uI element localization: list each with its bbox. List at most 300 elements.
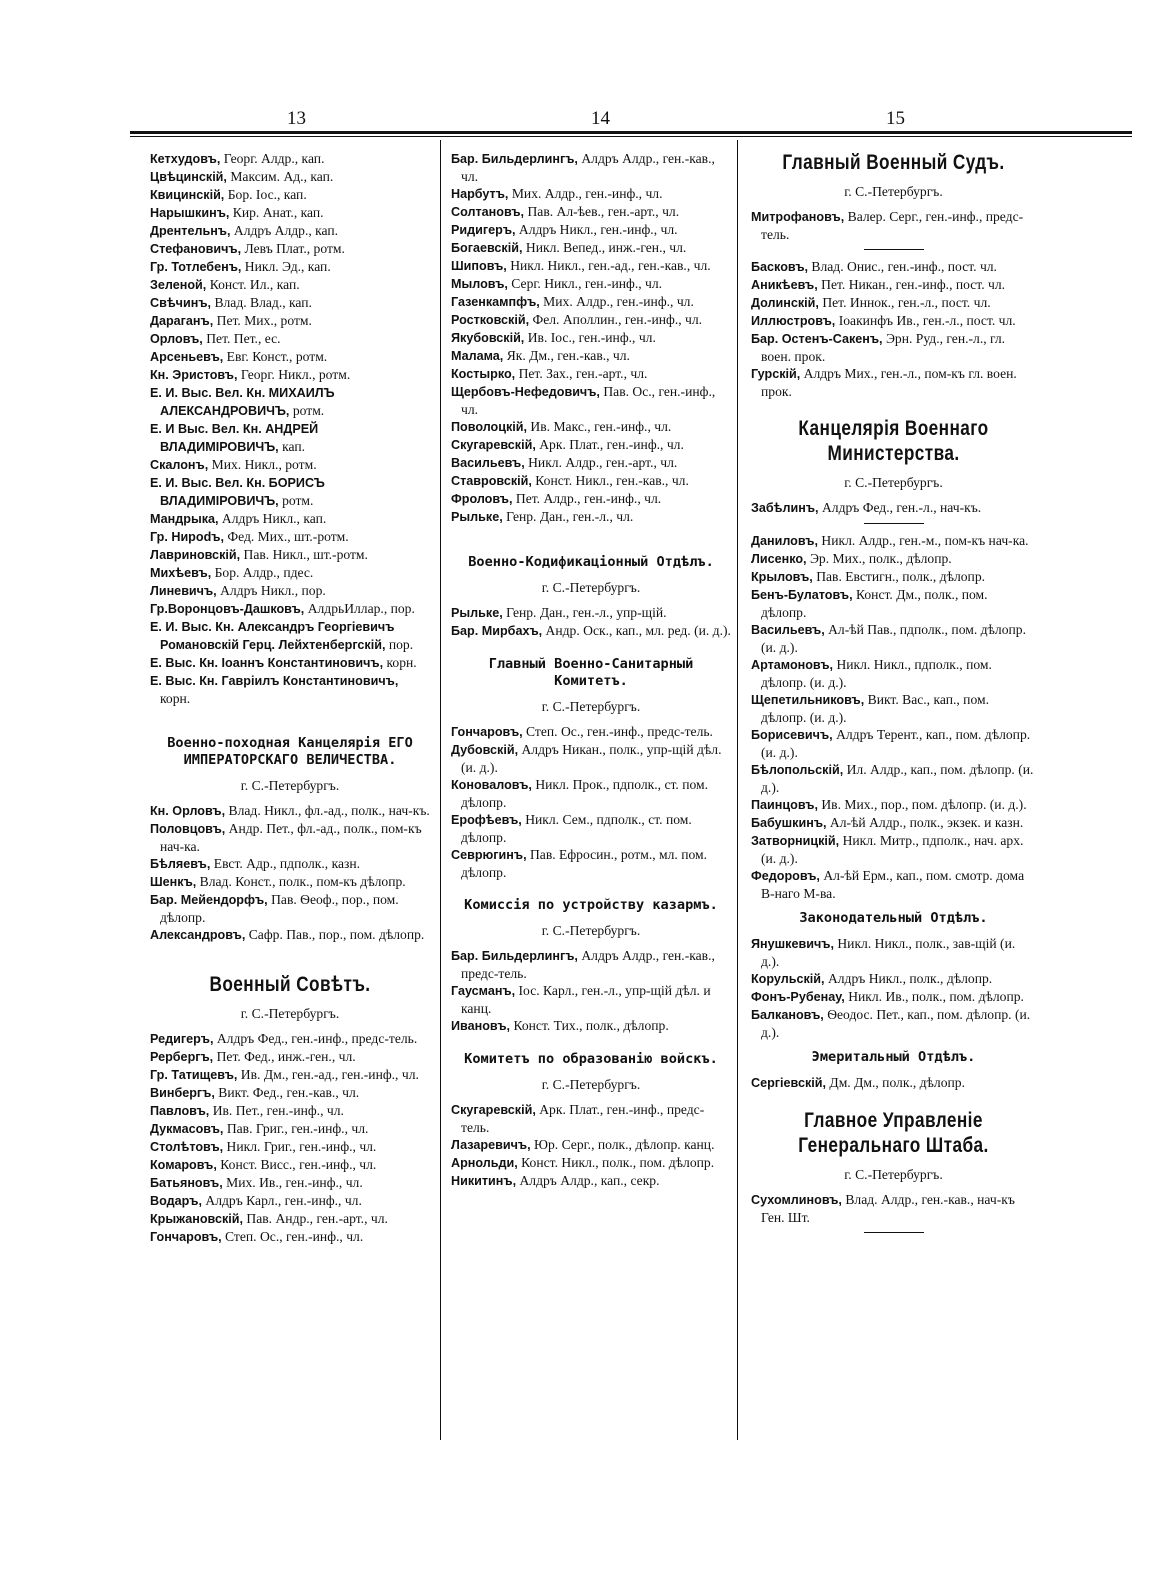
- entry-details: Ал-ѣй Ерм., кап., пом. смотр. дома В-наго М-ва.: [761, 868, 1025, 901]
- entry-details: Ал-ѣй Алдр., полк., экзек. и казн.: [829, 815, 1024, 830]
- list-item: [751, 258, 1036, 276]
- entry-name: Никитинъ,: [451, 1174, 517, 1188]
- entry-details: Алдръ Алдр., кап.: [233, 223, 339, 238]
- entry-name: Скугаревскій,: [451, 1103, 536, 1117]
- entry-details: Алдръ Никан., полк., упр-щій дѣл. (и. д.).: [461, 742, 722, 775]
- entry-details: Пав. Григ., ген.-инф., чл.: [226, 1121, 369, 1136]
- entry-details: Арк. Плат., ген.-инф., предс-тель.: [461, 1102, 705, 1135]
- entry-name: Васильевъ,: [751, 623, 825, 637]
- entry-details: Влад. Никл., фл.-ад., полк., нач-къ.: [228, 803, 430, 818]
- entry-name: Гончаровъ,: [451, 725, 523, 739]
- list-item: [751, 568, 1036, 586]
- entry-name: Половцовъ,: [150, 822, 226, 836]
- entry-name: Е. И. Выс. Вел. Кн. БОРИСЪ ВЛАДИМІРОВИЧЪ,: [150, 476, 325, 508]
- entry-details: Іоакинфъ Ив., ген.-л., пост. чл.: [838, 313, 1016, 328]
- entry-name: Е. И. Выс. Вел. Кн. МИХАИЛЪ АЛЕКСАНДРОВИЧЪ,: [150, 386, 335, 418]
- list-item: [150, 672, 430, 707]
- entry-list: [751, 499, 1036, 517]
- list-item: [451, 383, 731, 418]
- entry-name: Бар. Бильдерлингъ,: [451, 152, 578, 166]
- list-item: [451, 418, 731, 436]
- entry-details: Ал-ѣй Пав., пдполк., пом. дѣлопр. (и. д.).: [761, 622, 1026, 655]
- separator-line: [864, 1232, 924, 1233]
- entry-name: Скалонъ,: [150, 458, 209, 472]
- list-item: [150, 1174, 430, 1192]
- entry-name: Зеленой,: [150, 278, 207, 292]
- list-item: [150, 546, 430, 564]
- entry-details: Кир. Анат., кап.: [232, 205, 324, 220]
- entry-details: Пет. Алдр., ген.-инф., чл.: [515, 491, 662, 506]
- list-item: [751, 1074, 1036, 1092]
- list-item: [451, 311, 731, 329]
- entry-details: Евст. Адр., пдполк., казн.: [213, 856, 361, 871]
- entry-name: Комаровъ,: [150, 1158, 217, 1172]
- entry-details: Ѳеодос. Пет., кап., пом. дѣлопр. (и. д.).: [761, 1007, 1031, 1040]
- entry-details: Пет. Фед., инж.-ген., чл.: [216, 1049, 356, 1064]
- entry-list: [451, 723, 731, 881]
- column-divider-2: [737, 140, 738, 1440]
- list-item: [751, 208, 1036, 243]
- list-item: [451, 776, 731, 811]
- list-item: [751, 550, 1036, 568]
- list-item: [751, 499, 1036, 517]
- separator-line: [864, 523, 924, 524]
- city-line: г. С.-Петербургъ.: [240, 778, 340, 793]
- entry-name: Дукмасовъ,: [150, 1122, 224, 1136]
- entry-details: Никл. Эд., кап.: [244, 259, 331, 274]
- entry-details: Конст. Висс., ген.-инф., чл.: [220, 1157, 377, 1172]
- column-2: [451, 150, 731, 1190]
- list-item: [150, 1084, 430, 1102]
- entry-details: Левъ Плат., ротм.: [244, 241, 345, 256]
- entry-details: Конст. Никл., ген.-кав., чл.: [535, 473, 689, 488]
- entry-details: Алдръ Никл., ген.-инф., чл.: [518, 222, 678, 237]
- list-item: [150, 820, 430, 855]
- entry-details: Конст. Тих., полк., дѣлопр.: [513, 1018, 669, 1033]
- entry-name: Гаусманъ,: [451, 984, 516, 998]
- entry-details: Валер. Серг., ген.-инф., предс-тель.: [761, 209, 1024, 242]
- entry-details: Ив. Пет., ген.-инф., чл.: [212, 1103, 344, 1118]
- entry-name: Кн. Орловъ,: [150, 804, 226, 818]
- list-item: [150, 1066, 430, 1084]
- entry-name: Шенкъ,: [150, 875, 197, 889]
- list-item: [451, 1172, 731, 1190]
- entry-details: Пав. Ал-ѣев., ген.-арт., чл.: [527, 204, 680, 219]
- entry-details: корн.: [160, 691, 191, 706]
- top-rule: [130, 131, 1132, 134]
- entry-name: Гурскій,: [751, 367, 801, 381]
- list-item: [150, 510, 430, 528]
- entry-name: Костырко,: [451, 367, 516, 381]
- entry-list: [451, 604, 731, 640]
- list-item: [451, 293, 731, 311]
- entry-name: Забѣлинъ,: [751, 501, 819, 515]
- section-title: Военный Совѣтъ.: [209, 973, 371, 996]
- section-title: Военно-Кодификаціонный Отдѣлъ.: [468, 554, 714, 570]
- entry-name: Артамоновъ,: [751, 658, 834, 672]
- entry-name: Лазаревичъ,: [451, 1138, 531, 1152]
- section-title: Военно-походная Канцелярія ЕГО ИМПЕРАТОРСКАГО ВЕЛИЧЕСТВА.: [167, 735, 413, 768]
- entry-details: Пав. Андр., ген.-арт., чл.: [246, 1211, 388, 1226]
- list-item: [150, 600, 430, 618]
- entry-name: Васильевъ,: [451, 456, 525, 470]
- entry-list: [751, 1074, 1036, 1092]
- page-number-15: 15: [886, 108, 905, 129]
- entry-details: Влад. Влад., кап.: [214, 295, 312, 310]
- list-item: [150, 222, 430, 240]
- entry-details: кап.: [282, 439, 306, 454]
- entry-details: Эр. Мих., полк., дѣлопр.: [809, 551, 952, 566]
- list-item: [150, 276, 430, 294]
- list-item: [451, 221, 731, 239]
- entry-name: Е. Выс. Кн. Гавріилъ Константиновичъ,: [150, 674, 399, 688]
- list-item: [751, 935, 1036, 970]
- list-item: [150, 564, 430, 582]
- list-item: [150, 1210, 430, 1228]
- entry-details: Степ. Ос., ген.-инф., чл.: [225, 1229, 364, 1244]
- list-item: [751, 586, 1036, 621]
- city-line: г. С.-Петербургъ.: [541, 923, 641, 938]
- page-number-14: 14: [591, 108, 610, 129]
- entry-name: Цвѣцинскій,: [150, 170, 227, 184]
- list-item: [451, 490, 731, 508]
- subsection-title: Законодательный Отдѣлъ.: [799, 910, 988, 926]
- entry-details: Як. Дм., ген.-кав., чл.: [506, 348, 630, 363]
- entry-details: Георг. Никл., ротм.: [240, 367, 351, 382]
- list-item: [751, 294, 1036, 312]
- entry-details: корн.: [386, 655, 417, 670]
- entry-name: Дараганъ,: [150, 314, 214, 328]
- entry-name: Водаръ,: [150, 1194, 202, 1208]
- list-item: [751, 761, 1036, 796]
- list-item: [451, 329, 731, 347]
- list-item: [150, 1138, 430, 1156]
- list-item: [751, 532, 1036, 550]
- list-item: [150, 1048, 430, 1066]
- entry-details: Алдръ Фед., ген.-л., нач-къ.: [821, 500, 982, 515]
- page-number-13: 13: [287, 108, 306, 129]
- separator-line: [864, 249, 924, 250]
- entry-name: Дубовскій,: [451, 743, 519, 757]
- list-item: [150, 348, 430, 366]
- entry-details: Никл. Ив., полк., пом. дѣлопр.: [848, 989, 1024, 1004]
- entry-details: Пет. Пет., ес.: [206, 331, 281, 346]
- entry-details: Пет. Мих., ротм.: [216, 313, 312, 328]
- list-item: [451, 1017, 731, 1035]
- entry-name: Балкановъ,: [751, 1008, 824, 1022]
- list-item: [150, 474, 430, 510]
- list-item: [751, 814, 1036, 832]
- entry-details: пор.: [388, 637, 414, 652]
- entry-name: Лисенко,: [751, 552, 807, 566]
- entry-details: Мих. Ив., ген.-инф., чл.: [226, 1175, 363, 1190]
- list-item: [150, 294, 430, 312]
- entry-details: Никл. Митр., пдполк., нач. арх. (и. д.).: [761, 833, 1024, 866]
- entry-name: Кн. Эристовъ,: [150, 368, 238, 382]
- entry-details: Іос. Карл., ген.-л., упр-щій дѣл. и канц.: [461, 983, 711, 1016]
- entry-name: Бабушкинъ,: [751, 816, 827, 830]
- list-item: [751, 691, 1036, 726]
- entry-name: Басковъ,: [751, 260, 808, 274]
- entry-list: [150, 1030, 430, 1246]
- entry-details: Андр. Оск., кап., мл. ред. (и. д.).: [545, 623, 731, 638]
- list-item: [451, 436, 731, 454]
- entry-details: Алдръ Алдр., кап., секр.: [519, 1173, 660, 1188]
- list-item: [150, 330, 430, 348]
- list-item: [451, 203, 731, 221]
- list-item: [451, 239, 731, 257]
- list-item: [451, 257, 731, 275]
- entry-details: Дм. Дм., полк., дѣлопр.: [829, 1075, 965, 1090]
- entry-name: Сергіевскій,: [751, 1076, 827, 1090]
- entry-details: Евг. Конст., ротм.: [226, 349, 328, 364]
- list-item: [451, 604, 731, 622]
- entry-details: Алдръ Мих., ген.-л., пом-къ гл. воен. прок.: [761, 366, 1017, 399]
- list-item: [451, 185, 731, 203]
- section-title: Главное Управленіе Генеральнаго Штаба.: [798, 1109, 989, 1157]
- list-item: [451, 365, 731, 383]
- entry-details: Никл. Прок., пдполк., ст. пом. дѣлопр.: [461, 777, 709, 810]
- entry-name: Долинскій,: [751, 296, 819, 310]
- list-item: [150, 186, 430, 204]
- entry-details: Серг. Никл., ген.-инф., чл.: [511, 276, 663, 291]
- list-item: [150, 1120, 430, 1138]
- entry-details: ротм.: [282, 493, 314, 508]
- entry-name: Мандрыка,: [150, 512, 219, 526]
- entry-name: Кетхудовъ,: [150, 152, 221, 166]
- city-line: г. С.-Петербургъ.: [541, 580, 641, 595]
- list-item: [150, 1228, 430, 1246]
- entry-name: Рербергъ,: [150, 1050, 214, 1064]
- section-title: Главный Военный Судъ.: [782, 151, 1005, 174]
- entry-details: Никл. Вепед., инж.-ген., чл.: [525, 240, 687, 255]
- entry-details: Никл. Никл., полк., зав-щій (и. д.).: [761, 936, 1016, 969]
- list-item: [150, 873, 430, 891]
- city-line: г. С.-Петербургъ.: [844, 1167, 943, 1182]
- entry-name: Павловъ,: [150, 1104, 210, 1118]
- list-item: [150, 802, 430, 820]
- entry-list: [451, 1101, 731, 1190]
- entry-name: Гр. Татищевъ,: [150, 1068, 238, 1082]
- entry-name: Ерофѣевъ,: [451, 813, 522, 827]
- list-item: [150, 150, 430, 168]
- entry-name: Батьяновъ,: [150, 1176, 223, 1190]
- entry-name: Гр.Воронцовъ-Дашковъ,: [150, 602, 305, 616]
- entry-details: Влад. Алдр., ген.-кав., нач-къ Ген. Шт.: [761, 1192, 1015, 1225]
- entry-details: Сафр. Пав., пор., пом. дѣлопр.: [248, 927, 425, 942]
- entry-name: Богаевскій,: [451, 241, 523, 255]
- entry-name: Газенкампфъ,: [451, 295, 540, 309]
- entry-name: Паинцовъ,: [751, 798, 818, 812]
- list-item: [150, 654, 430, 672]
- list-item: [451, 982, 731, 1017]
- entry-name: Бар. Бильдерлингъ,: [451, 949, 578, 963]
- list-item: [150, 528, 430, 546]
- entry-name: Стефановичъ,: [150, 242, 242, 256]
- entry-details: Ив. Макс., ген.-инф., чл.: [530, 419, 672, 434]
- city-line: г. С.-Петербургъ.: [541, 1077, 641, 1092]
- entry-details: Мих. Алдр., ген.-инф., чл.: [511, 186, 663, 201]
- subsection-title: Эмеритальный Отдѣлъ.: [811, 1049, 976, 1065]
- entry-name: Бар. Мейендорфъ,: [150, 893, 268, 907]
- entry-details: Пав. Никл., шт.-ротм.: [243, 547, 368, 562]
- list-item: [751, 621, 1036, 656]
- entry-name: Сухомлиновъ,: [751, 1193, 842, 1207]
- entry-name: Нарышкинъ,: [150, 206, 230, 220]
- entry-list: [751, 532, 1036, 902]
- entry-name: Орловъ,: [150, 332, 203, 346]
- entry-details: Конст. Никл., полк., пом. дѣлопр.: [521, 1155, 715, 1170]
- entry-name: Щербовъ-Нефедовичъ,: [451, 385, 600, 399]
- list-item: [150, 891, 430, 926]
- list-item: [451, 1154, 731, 1172]
- list-item: [751, 867, 1036, 902]
- entry-details: Конст. Ил., кап.: [209, 277, 300, 292]
- list-item: [150, 1156, 430, 1174]
- list-item: [150, 312, 430, 330]
- list-item: [451, 846, 731, 881]
- entry-list: [751, 208, 1036, 243]
- entry-list: [150, 150, 430, 707]
- list-item: [751, 365, 1036, 400]
- entry-details: Фед. Мих., шт.-ротм.: [227, 529, 349, 544]
- entry-details: Андр. Пет., фл.-ад., полк., пом-къ нач-ка.: [160, 821, 422, 854]
- entry-details: Пав. Ос., ген.-инф., чл.: [461, 384, 716, 417]
- entry-list: [150, 802, 430, 944]
- entry-details: Никл. Григ., ген.-инф., чл.: [226, 1139, 377, 1154]
- entry-name: Нарбутъ,: [451, 187, 509, 201]
- list-item: [451, 454, 731, 472]
- list-item: [751, 276, 1036, 294]
- list-item: [751, 656, 1036, 691]
- list-item: [150, 258, 430, 276]
- entry-name: Ставровскій,: [451, 474, 532, 488]
- entry-details: Алдръ Никл., кап.: [221, 511, 327, 526]
- entry-details: Мих. Алдр., ген.-инф., чл.: [543, 294, 694, 309]
- entry-details: Никл. Сем., пдполк., ст. пом. дѣлопр.: [461, 812, 692, 845]
- entry-name: Фроловъ,: [451, 492, 513, 506]
- entry-details: Алдръ Никл., полк., дѣлопр.: [827, 971, 993, 986]
- entry-details: Юр. Серг., полк., дѣлопр. канц.: [534, 1137, 715, 1152]
- entry-details: Ив. Іос., ген.-инф., чл.: [527, 330, 656, 345]
- entry-name: Винбергъ,: [150, 1086, 215, 1100]
- list-item: [150, 456, 430, 474]
- entry-details: Викт. Фед., ген.-кав., чл.: [218, 1085, 360, 1100]
- list-item: [451, 150, 731, 185]
- entry-details: Пет. Иннок., ген.-л., пост. чл.: [822, 295, 991, 310]
- list-item: [150, 1102, 430, 1120]
- entry-details: Никл. Никл., пдполк., пом. дѣлопр. (и. д.).: [761, 657, 992, 690]
- column-3: [751, 150, 1036, 1241]
- city-line: г. С.-Петербургъ.: [541, 699, 641, 714]
- entry-name: Лавриновскій,: [150, 548, 241, 562]
- section-title: Канцелярія Военнаго Министерства.: [798, 417, 989, 465]
- entry-name: Квицинскій,: [150, 188, 225, 202]
- entry-name: Затворницкій,: [751, 834, 840, 848]
- list-item: [150, 926, 430, 944]
- list-item: [150, 240, 430, 258]
- list-item: [451, 947, 731, 982]
- entry-details: Никл. Алдр., ген.-м., пом-къ нач-ка.: [821, 533, 1029, 548]
- entry-name: Якубовскій,: [451, 331, 525, 345]
- entry-name: Бар. Мирбахъ,: [451, 624, 543, 638]
- entry-details: Георг. Алдр., кап.: [223, 151, 325, 166]
- list-item: [451, 472, 731, 490]
- entry-details: Генр. Дан., ген.-л., упр-щій.: [506, 605, 667, 620]
- entry-details: Пав. Ѳеоф., пор., пом. дѣлопр.: [160, 892, 399, 925]
- entry-name: Е. И. Выс. Кн. Александръ Георгіевичъ Романовскій Герц. Лейхтенбергскій,: [150, 620, 395, 652]
- list-item: [451, 811, 731, 846]
- entry-name: Гр. Тотлебенъ,: [150, 260, 242, 274]
- entry-details: Бор. Алдр., пдес.: [214, 565, 314, 580]
- entry-name: Ридигеръ,: [451, 223, 516, 237]
- section-title: Комиссія по устройству казармъ.: [464, 897, 718, 913]
- entry-details: Генр. Дан., ген.-л., чл.: [506, 509, 634, 524]
- list-item: [451, 723, 731, 741]
- entry-name: Солтановъ,: [451, 205, 525, 219]
- entry-name: Арнольди,: [451, 1156, 518, 1170]
- entry-list: [451, 150, 731, 526]
- entry-details: Пав. Евстигн., полк., дѣлопр.: [816, 569, 986, 584]
- list-item: [751, 970, 1036, 988]
- entry-details: Никл. Никл., ген.-ад., ген.-кав., чл.: [510, 258, 711, 273]
- city-line: г. С.-Петербургъ.: [240, 1006, 340, 1021]
- list-item: [751, 726, 1036, 761]
- column-divider-1: [440, 140, 441, 1440]
- entry-name: Бенъ-Булатовъ,: [751, 588, 853, 602]
- entry-name: Бѣлопольскій,: [751, 763, 844, 777]
- entry-details: Алдръ Никл., пор.: [220, 583, 326, 598]
- entry-name: Корульскій,: [751, 972, 825, 986]
- entry-name: Рыльке,: [451, 510, 503, 524]
- entry-details: АлдрьИллар., пор.: [307, 601, 415, 616]
- entry-name: Гр. Нироdъ,: [150, 530, 224, 544]
- entry-name: Рыльке,: [451, 606, 503, 620]
- entry-details: Арк. Плат., ген.-инф., чл.: [539, 437, 684, 452]
- entry-list: [751, 258, 1036, 400]
- entry-details: Ив. Мих., пор., пом. дѣлопр. (и. д.).: [821, 797, 1027, 812]
- entry-name: Е. И Выс. Вел. Кн. АНДРЕЙ ВЛАДИМІРОВИЧЪ,: [150, 422, 319, 454]
- entry-name: Шиповъ,: [451, 259, 507, 273]
- entry-name: Скугаревскій,: [451, 438, 536, 452]
- entry-name: Ростковскій,: [451, 313, 530, 327]
- top-rule-thin: [130, 136, 1132, 137]
- list-item: [751, 312, 1036, 330]
- entry-list: [451, 947, 731, 1035]
- entry-name: Бар. Остенъ-Сакенъ,: [751, 332, 883, 346]
- list-item: [751, 330, 1036, 365]
- entry-name: Дрентельнъ,: [150, 224, 231, 238]
- entry-name: Малама,: [451, 349, 504, 363]
- entry-name: Свѣчинъ,: [150, 296, 212, 310]
- list-item: [751, 796, 1036, 814]
- entry-details: Мих. Никл., ротм.: [211, 457, 317, 472]
- list-item: [451, 622, 731, 640]
- list-item: [451, 1101, 731, 1136]
- list-item: [150, 168, 430, 186]
- entry-details: Ил. Алдр., кап., пом. дѣлопр. (и. д.).: [761, 762, 1034, 795]
- entry-name: Крыловъ,: [751, 570, 813, 584]
- entry-details: Алдръ Карл., ген.-инф., чл.: [205, 1193, 362, 1208]
- entry-name: Фонъ-Рубенау,: [751, 990, 845, 1004]
- entry-details: Фел. Аполлин., ген.-инф., чл.: [532, 312, 703, 327]
- entry-details: Бор. Іос., кап.: [227, 187, 307, 202]
- entry-name: Даниловъ,: [751, 534, 818, 548]
- entry-name: Арсеньевъ,: [150, 350, 224, 364]
- entry-details: Пет. Зах., ген.-арт., чл.: [518, 366, 648, 381]
- list-item: [150, 582, 430, 600]
- entry-details: Максим. Ад., кап.: [230, 169, 334, 184]
